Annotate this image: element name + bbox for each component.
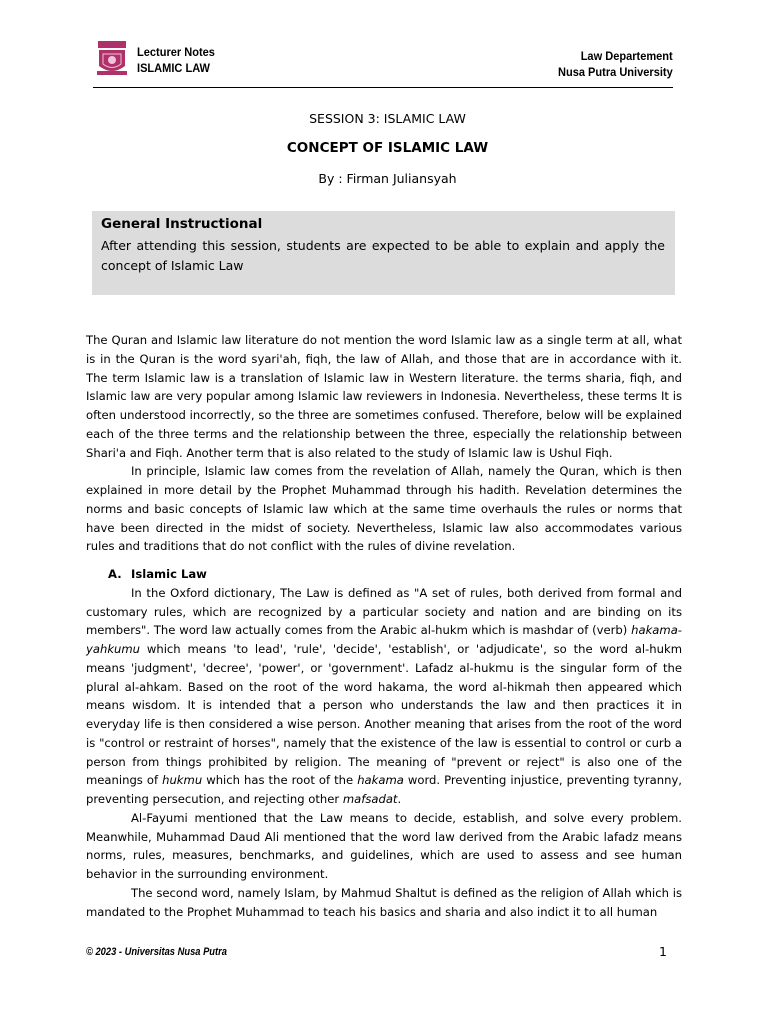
- italic-term: hakama-yahkumu: [86, 623, 682, 656]
- document-body: [86, 331, 682, 921]
- paragraph-al-fayumi: Al-Fayumi mentioned that the Law means to decide, establish, and solve every problem. Meanwhile, Muhammad Daud Ali mentioned that the word law derived from the Arabic lafadz means norms, rules, measures, benchmarks, and guidelines, which are used to assess and see human behavior in the surrounding environment.: [86, 810, 682, 881]
- page-number: 1: [659, 944, 667, 959]
- header-department: Law Departement: [580, 49, 673, 63]
- section-heading: [86, 565, 682, 584]
- instruction-box-title: General Instructional: [101, 216, 263, 232]
- paragraph-intro: The Quran and Islamic law literature do not mention the word Islamic law as a single term at all, what is in the Quran is the word syari'ah, fiqh, the law of Allah, and those that are in accordance with it. The term Islamic law is a translation of Islamic law in Western literature. the terms sharia, fiqh, and Islamic law are very popular among Islamic law reviewers in Indonesia. Nevertheless, these terms It is often understood incorrectly, so the three are sometimes confused. Therefore, below will be explained each of the three terms and the relationship between the three, especially the relationship between Shari'a and Fiqh. Another term that is also related to the study of Islamic law is Ushul Fiqh.: [86, 333, 682, 460]
- text-run: .: [397, 792, 402, 806]
- header-left: [137, 44, 215, 76]
- italic-term: hakama: [357, 773, 404, 788]
- paragraph-oxford-definition: [86, 584, 682, 809]
- text-run: word. Preventing injustice, preventing tyranny, preventing persecution, and rejecting other: [86, 773, 682, 806]
- italic-term: mafsadat: [342, 792, 398, 806]
- header-divider: [185, 87, 673, 88]
- paragraph-principle: In principle, Islamic law comes from the revelation of Allah, namely the Quran, which is then explained in more detail by the Prophet Muhammad through his hadith. Revelation determines the norms and basic concepts of Islamic law which at the same time overhauls the rules or norms that have been directed in the midst of society. Nevertheless, Islamic law also accommodates various rules and traditions that do not conflict with the rules of divine revelation.: [86, 464, 682, 554]
- header-divider-left: [93, 87, 185, 88]
- footer-copyright: © 2023 - Universitas Nusa Putra: [86, 946, 227, 958]
- header-university: Nusa Putra University: [558, 65, 673, 79]
- section-letter: A.: [108, 567, 122, 581]
- general-instruction-box: [92, 211, 675, 295]
- text-run: In the Oxford dictionary, The Law is defined as "A set of rules, both derived from formal and customary rules, which are recognized by a particular society and nation and are binding on its members". The word law actually comes from the Arabic al-hukm which is mashdar of (verb): [86, 585, 682, 638]
- header-course: ISLAMIC LAW: [137, 61, 210, 75]
- italic-term: hukmu: [162, 773, 203, 788]
- author-line: By : Firman Juliansyah: [318, 171, 457, 186]
- section-title: Islamic Law: [131, 567, 207, 581]
- text-run: which has the root of the: [202, 773, 358, 788]
- document-title: CONCEPT OF ISLAMIC LAW: [286, 140, 489, 156]
- instruction-box-text: After attending this session, students are expected to be able to explain and apply the concept of Islamic Law: [101, 238, 665, 273]
- header-lecturer-notes: Lecturer Notes: [137, 45, 215, 59]
- session-label: SESSION 3: ISLAMIC LAW: [309, 111, 466, 126]
- header-right: [558, 48, 673, 80]
- university-logo: [93, 40, 131, 78]
- paragraph-islam-definition: The second word, namely Islam, by Mahmud Shaltut is defined as the religion of Allah which is mandated to the Prophet Muhammad to teach his basics and sharia and also indict it to all human: [86, 885, 682, 919]
- text-run: which means 'to lead', 'rule', 'decide', 'establish', or 'adjudicate', so the word al-hukm means 'judgment', 'decree', 'power', or 'government'. Lafadz al-hukmu is the singular form of the plural al-ahkam. Based on the root of the word hakama, the word al-hikmah then appeared which means wisdom. It is intended that a person who understands the law and then practices it in everyday life is then considered a wise person. Another meaning that arises from the root of the word is "control or restraint of horses", namely that the existence of the law is essential to control or curb a person from things prohibited by religion. The meaning of "prevent or reject" is also one of the meanings of: [86, 642, 682, 788]
